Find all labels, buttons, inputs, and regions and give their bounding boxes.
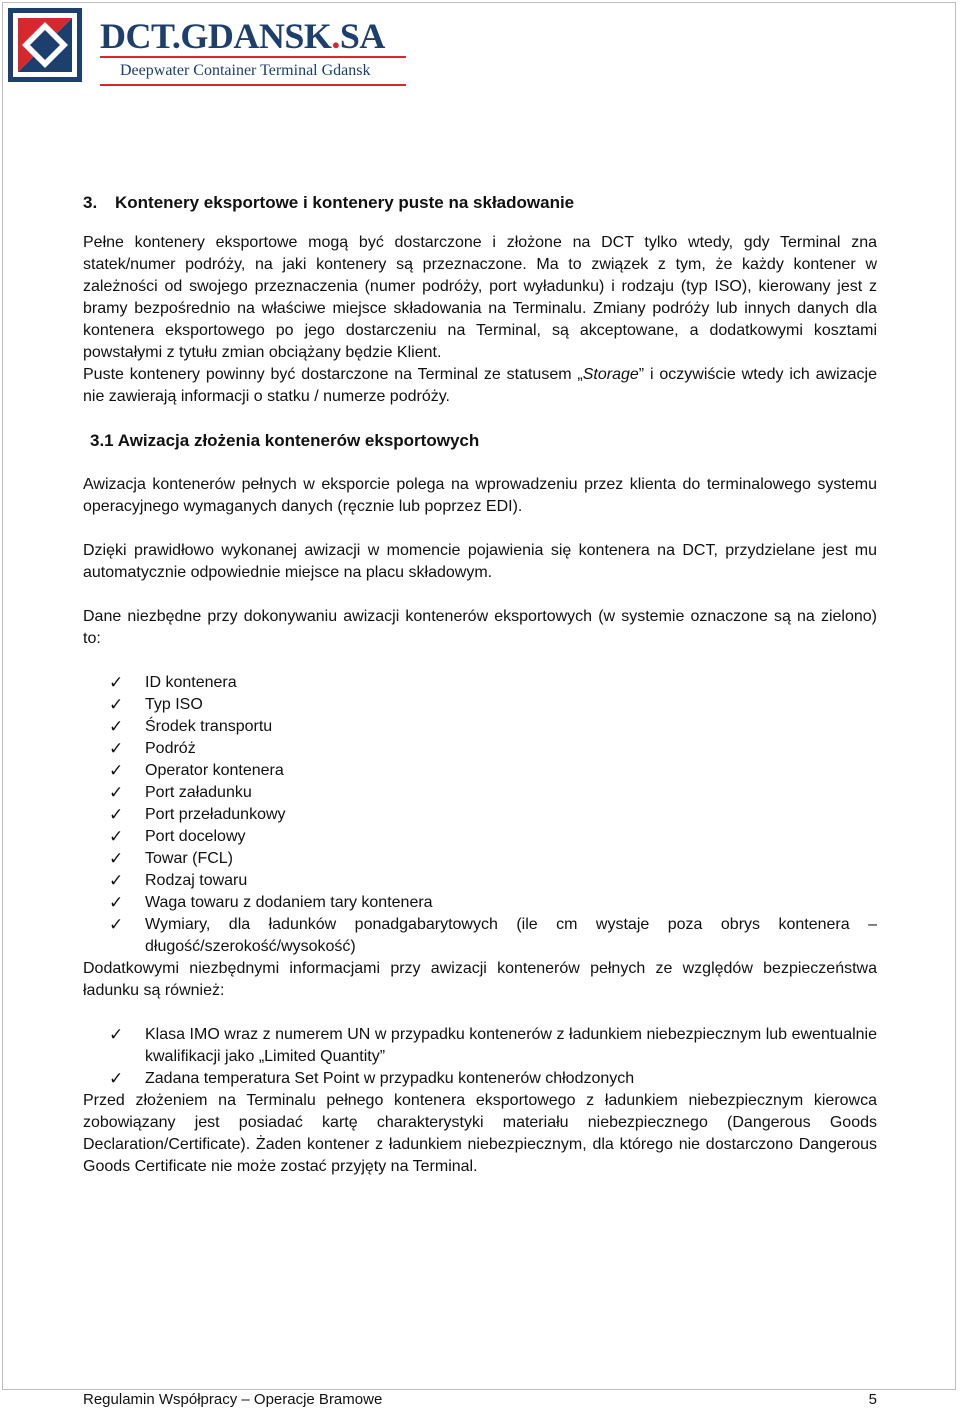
paragraph-dangerous-goods: Przed złożeniem na Terminalu pełnego kontenera eksportowego z ładunkiem niebezpiecznym kierowca zobowiązany jest posiadać kartę charakterystyki materiału niebezpiecznego (Dangerous Goods Declaration/Certificate). Żaden kontener z ładunkiem niebezpiecznym, dla którego nie dostarczono Dangerous Goods Certificate nie może zostać przyjęty na Terminal.	[83, 1092, 877, 1175]
list-item	[83, 892, 877, 914]
checkmark-icon: ✓	[109, 915, 124, 934]
list-item	[83, 716, 877, 738]
list-item	[83, 870, 877, 892]
list-item-text: Port docelowy	[145, 828, 246, 845]
checkmark-icon: ✓	[109, 717, 124, 736]
list-item	[83, 782, 877, 804]
document-header	[8, 8, 408, 84]
required-data-list	[83, 672, 877, 958]
page-number: 5	[868, 1391, 877, 1408]
checkmark-icon: ✓	[109, 695, 124, 714]
list-item	[83, 848, 877, 870]
subsection-heading: 3.1 Awizacja złożenia kontenerów eksportowych	[90, 431, 480, 450]
list-item-text: Klasa IMO wraz z numerem UN w przypadku kontenerów z ładunkiem niebezpiecznym lub ewentualnie kwalifikacji jako „Limited Quantity”	[145, 1026, 877, 1065]
list-item-text: Rodzaj towaru	[145, 872, 248, 889]
paragraph-export-containers: Pełne kontenery eksportowe mogą być dostarczone i złożone na DCT tylko wtedy, gdy Terminal zna statek/numer podróży, na jaki kontenery są przeznaczone. Ma to związek z tym, że każdy kontener w zależności od swojego przeznaczenia (numer podróży, port wyładunku) i rodzaju (typ ISO), kierowany jest z bramy bezpośrednio na właściwe miejsce składowania na Terminalu. Zmiany podróży lub innych danych dla kontenera eksportowego po jego dostarczeniu na Terminal, są akceptowane, a dodatkowymi kosztami powstałymi z tytułu zmian obciążany będzie Klient.	[83, 234, 877, 361]
list-item-text: ID kontenera	[145, 674, 237, 691]
checkmark-icon: ✓	[109, 761, 124, 780]
paragraph-empty-containers: Puste kontenery powinny być dostarczone na Terminal ze statusem „Storage” i oczywiście wtedy ich awizacje nie zawierają informacji o statku / numerze podróży.	[83, 366, 877, 405]
logo-underline	[100, 84, 406, 86]
paragraph-placement: Dzięki prawidłowo wykonanej awizacji w momencie pojawienia się kontenera na DCT, przydzielane jest mu automatycznie odpowiednie miejsce na placu składowym.	[83, 542, 877, 581]
additional-data-list	[83, 1024, 877, 1090]
list-item-text: Waga towaru z dodaniem tary kontenera	[145, 894, 433, 911]
checkmark-icon: ✓	[109, 783, 124, 802]
list-item-text: Typ ISO	[145, 696, 203, 713]
checkmark-icon: ✓	[109, 871, 124, 890]
checkmark-icon: ✓	[109, 1025, 124, 1044]
paragraph-required-data: Dane niezbędne przy dokonywaniu awizacji kontenerów eksportowych (w systemie oznaczone są na zielono) to:	[83, 608, 877, 647]
list-item-text: Wymiary, dla ładunków ponadgabarytowych (ile cm wystaje poza obrys kontenera – długość/szerokość/wysokość)	[145, 916, 877, 955]
list-item	[83, 826, 877, 848]
list-item	[83, 804, 877, 826]
company-tagline: Deepwater Container Terminal Gdansk	[120, 62, 371, 79]
checkmark-icon: ✓	[109, 893, 124, 912]
company-name: DCT.GDANSK.SA	[100, 16, 385, 56]
footer-title: Regulamin Współpracy – Operacje Bramowe	[83, 1391, 383, 1408]
list-item-text: Operator kontenera	[145, 762, 284, 779]
checkmark-icon: ✓	[109, 805, 124, 824]
checkmark-icon: ✓	[109, 739, 124, 758]
document-body	[83, 192, 877, 1178]
list-item	[83, 1024, 877, 1068]
logo-divider	[100, 56, 406, 58]
list-item	[83, 1068, 877, 1090]
section-heading: 3. Kontenery eksportowe i kontenery puste na składowanie	[83, 193, 575, 212]
checkmark-icon: ✓	[109, 1069, 124, 1088]
list-item-text: Port załadunku	[145, 784, 252, 801]
list-item-text: Podróż	[145, 740, 196, 757]
list-item	[83, 738, 877, 760]
paragraph-notification: Awizacja kontenerów pełnych w eksporcie polega na wprowadzeniu przez klienta do terminalowego systemu operacyjnego wymaganych danych (ręcznie lub poprzez EDI).	[83, 476, 877, 515]
paragraph-additional-data: Dodatkowymi niezbędnymi informacjami przy awizacji kontenerów pełnych ze względów bezpieczeństwa ładunku są również:	[83, 960, 877, 999]
list-item	[83, 694, 877, 716]
list-item	[83, 760, 877, 782]
list-item	[83, 672, 877, 694]
list-item-text: Towar (FCL)	[145, 850, 234, 867]
company-logo-icon	[8, 8, 82, 82]
list-item-text: Zadana temperatura Set Point w przypadku kontenerów chłodzonych	[145, 1070, 635, 1087]
list-item	[83, 914, 877, 958]
checkmark-icon: ✓	[109, 673, 124, 692]
checkmark-icon: ✓	[109, 849, 124, 868]
checkmark-icon: ✓	[109, 827, 124, 846]
list-item-text: Środek transportu	[145, 718, 273, 735]
document-footer	[83, 1390, 877, 1410]
list-item-text: Port przeładunkowy	[145, 806, 286, 823]
